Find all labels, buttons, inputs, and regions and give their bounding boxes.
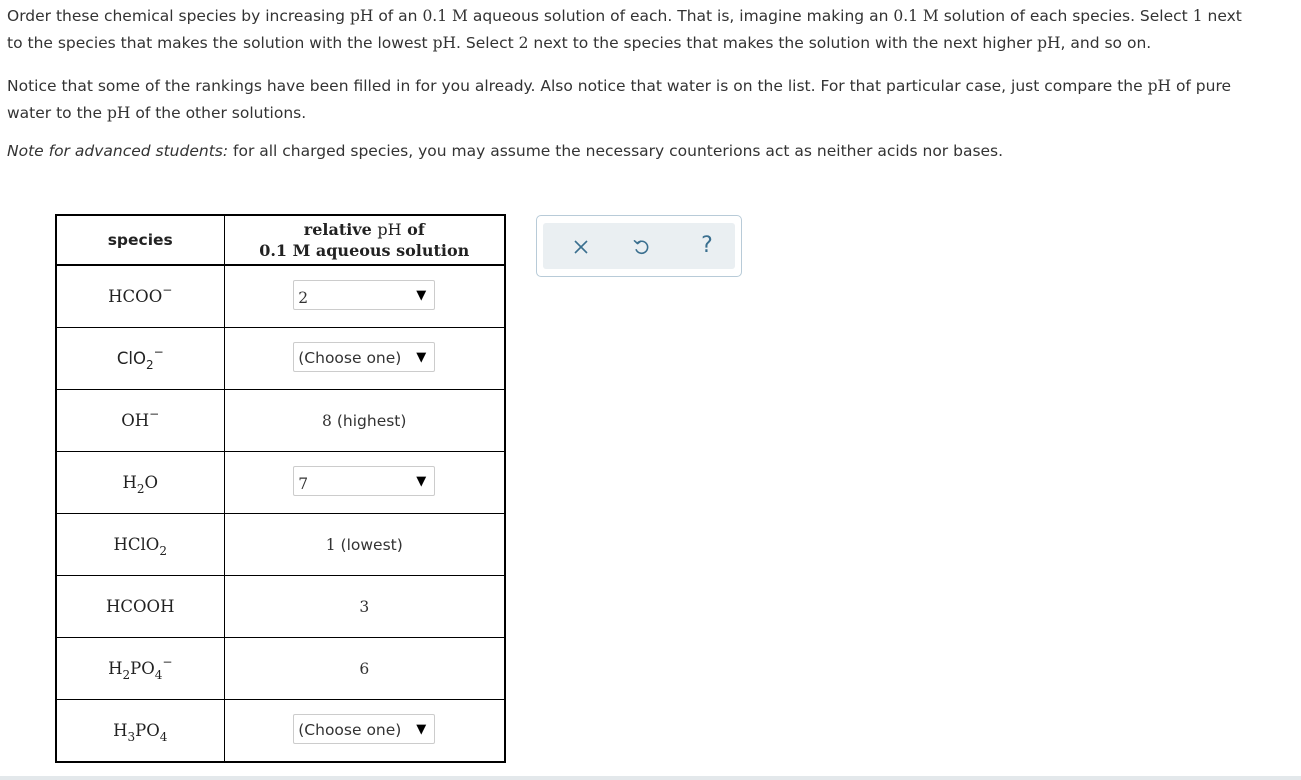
rank-dropdown[interactable]	[293, 342, 435, 372]
species-formula: HCOOH	[56, 576, 224, 638]
table-row	[56, 390, 505, 452]
species-formula: HCOO−	[56, 265, 224, 328]
dropdown-value: 2	[298, 288, 309, 307]
notice-line-2: water to the pH of the other solutions.	[7, 104, 307, 122]
fixed-rank: 8 (highest)	[224, 390, 505, 452]
fixed-rank: 1 (lowest)	[224, 514, 505, 576]
advanced-note: Note for advanced students: for all charged species, you may assume the necessary counterions act as neither acids nor bases.	[7, 142, 1004, 160]
table-row	[56, 576, 505, 638]
table-row	[56, 265, 505, 328]
dropdown-value: (Choose one)	[298, 348, 402, 367]
dropdown-value: (Choose one)	[298, 720, 402, 739]
dropdown-arrow-icon: ▼	[416, 473, 427, 489]
dropdown-value: 7	[298, 474, 309, 493]
instructions-line-1: Order these chemical species by increasing pH of an 0.1 M aqueous solution of each. That is, imagine making an 0.1 M solution of each species. Select 1 next	[7, 7, 1242, 25]
species-formula: OH−	[56, 390, 224, 452]
clear-button[interactable]	[569, 234, 593, 258]
dropdown-arrow-icon: ▼	[416, 721, 427, 737]
rank-cell	[224, 700, 505, 763]
toolbar-inner	[543, 223, 735, 269]
rank-cell	[224, 452, 505, 514]
header-species: species	[56, 215, 224, 265]
answer-toolbar	[536, 215, 742, 277]
species-formula: HClO$_2$	[56, 514, 224, 576]
species-formula: $H_2O$	[56, 452, 224, 514]
undo-button[interactable]	[629, 234, 653, 258]
instructions-line-2: to the species that makes the solution with the lowest pH. Select 2 next to the species that makes the solution with the next higher pH, and so on.	[7, 34, 1152, 52]
rank-cell	[224, 265, 505, 328]
dropdown-arrow-icon: ▼	[416, 349, 427, 365]
header-relative-ph: relative pH of 0.1 M aqueous solution	[224, 215, 505, 265]
undo-icon	[631, 234, 651, 258]
close-icon	[572, 234, 590, 258]
table-row	[56, 638, 505, 700]
rank-dropdown[interactable]	[293, 280, 435, 310]
table-header-row	[56, 215, 505, 265]
dropdown-arrow-icon: ▼	[416, 287, 427, 303]
species-formula: $H_2PO_4^-$	[56, 638, 224, 700]
table-row	[56, 452, 505, 514]
species-formula: ClO$_2$−	[56, 328, 224, 390]
fixed-rank: 6	[224, 638, 505, 700]
ph-ranking-table	[55, 214, 506, 763]
rank-cell	[224, 328, 505, 390]
help-button[interactable]	[695, 234, 719, 258]
rank-dropdown[interactable]	[293, 466, 435, 496]
table-row	[56, 700, 505, 763]
table-row	[56, 514, 505, 576]
table-row	[56, 328, 505, 390]
fixed-rank: 3	[224, 576, 505, 638]
bottom-divider	[0, 776, 1301, 780]
notice-line-1: Notice that some of the rankings have been filled in for you already. Also notice that water is on the list. For that particular case, just compare the pH of pure	[7, 77, 1232, 95]
help-icon: ?	[701, 233, 713, 258]
species-formula: $H_3PO_4$	[56, 700, 224, 763]
rank-dropdown[interactable]	[293, 714, 435, 744]
